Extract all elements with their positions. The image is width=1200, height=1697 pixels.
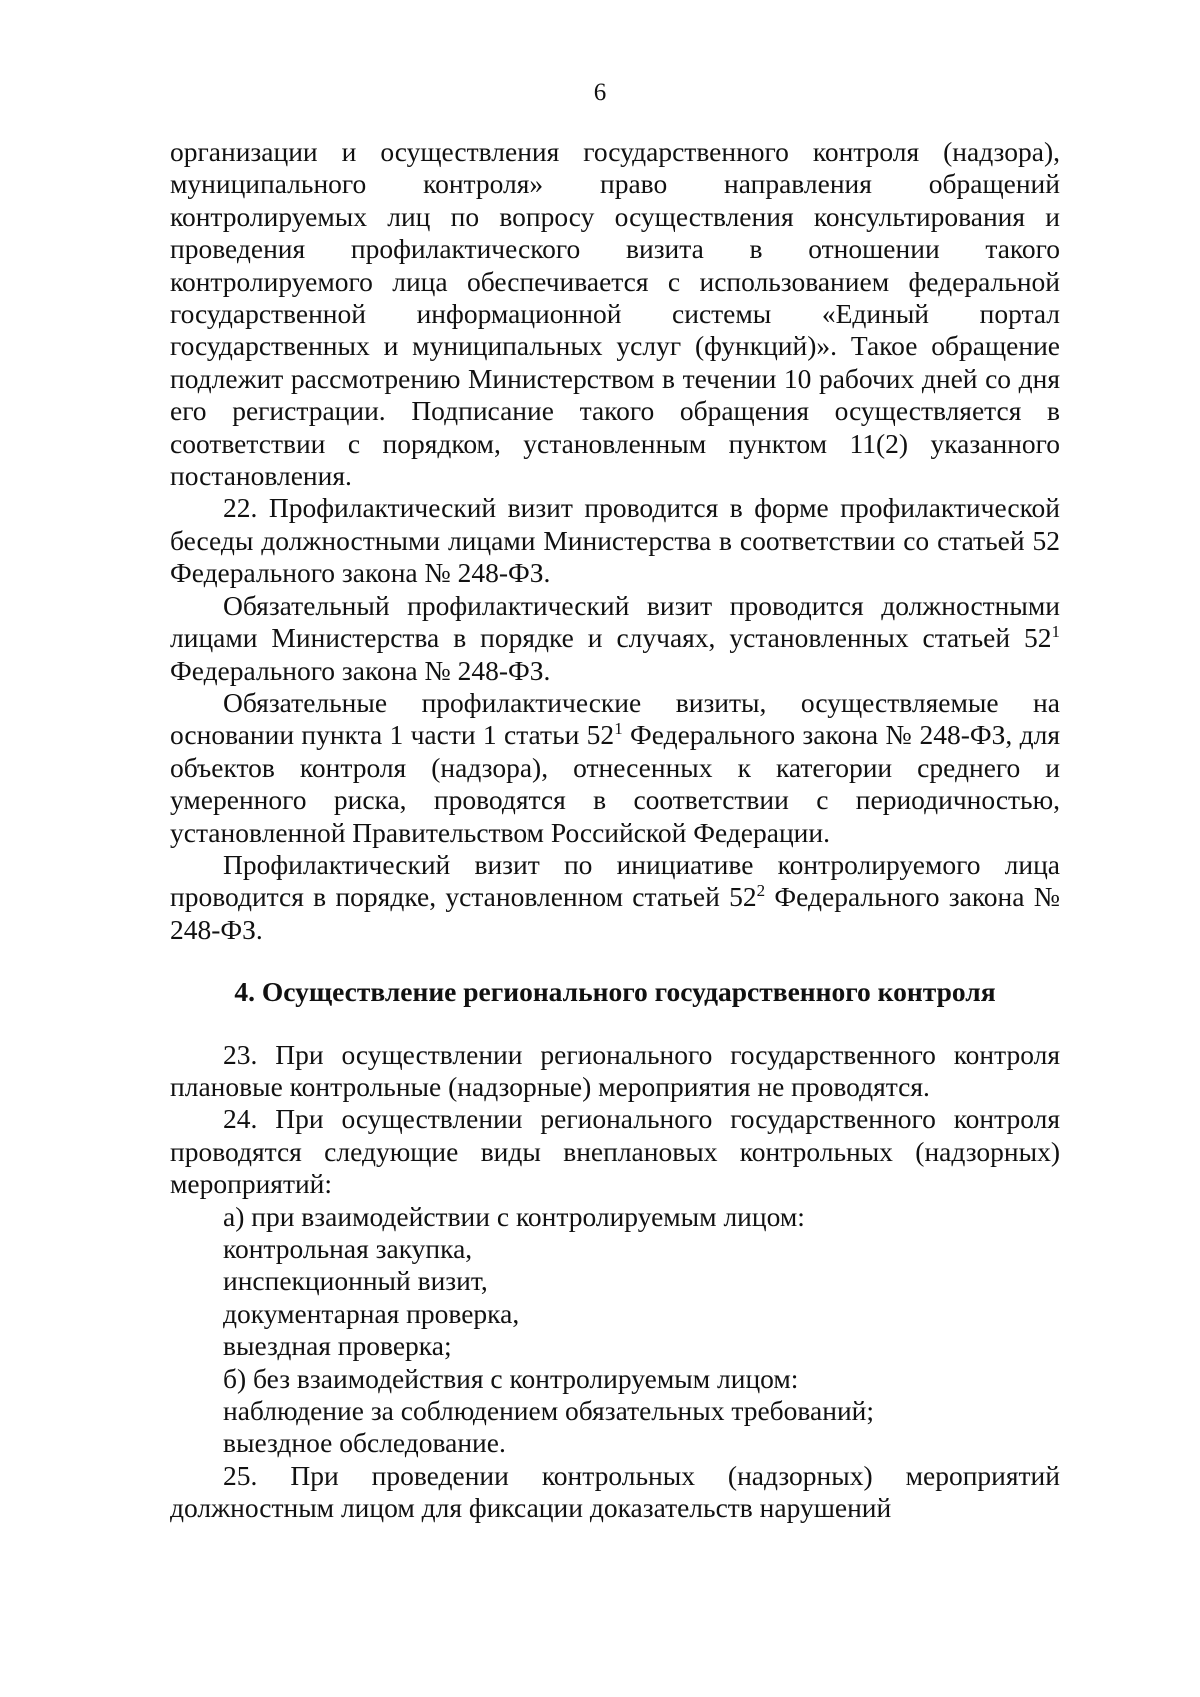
list-item: документарная проверка, [223,1297,520,1329]
paragraph-initiative-text: Профилактический визит по инициативе контролируемого лица проводится в порядке, установленном статьей 52 [170,848,1060,913]
list-item: выездное обследование. [223,1427,506,1459]
paragraph-visits-tail: Федерального закона № 248-ФЗ, для объектов контроля (надзора), отнесенных к категории среднего и умеренного риска, проводятся в соответствии с периодичностью, установленной Правительством Российской Федерации. [170,719,1061,848]
document-body [170,136,1060,1525]
superscript-2: 2 [756,881,766,901]
paragraph-visits-text: Обязательные профилактические визиты, осуществляемые на основании пункта 1 части 1 статьи 52 [170,686,1060,751]
list-item: выездная проверка; [223,1330,452,1362]
list-item: наблюдение за соблюдением обязательных требований; [223,1395,875,1427]
paragraph-23: 23. При осуществлении регионального государственного контроля плановые контрольные (надзорные) мероприятия не проводятся. [170,1038,1060,1102]
paragraph-22: 22. Профилактический визит проводится в форме профилактической беседы должностными лицами Министерства в соответствии со статьей 52 Федерального закона № 248-ФЗ. [170,492,1060,589]
paragraph-mandatory-visit [170,590,1060,687]
paragraph-initiative-tail: Федерального закона № 248-ФЗ. [170,881,1060,945]
superscript-1: 1 [614,719,623,739]
section-heading-4: 4. Осуществление регионального государственного контроля [234,976,996,1008]
paragraph-mandatory-visits-periodicity [170,687,1060,849]
page-number: 6 [593,79,607,106]
paragraph-25: 25. При проведении контрольных (надзорных) мероприятий должностным лицом для фиксации доказательств нарушений [170,1459,1060,1524]
paragraph-continuation: организации и осуществления государственного контроля (надзора), муниципального контроля» право направления обращений контролируемых лиц по вопросу осуществления консультирования и проведения профилактического визита в отношении такого контролируемого лица обеспечивается с использованием федеральной государственной информационной системы «Единый портал государственных и муниципальных услуг (функций)». Такое обращение подлежит рассмотрению Министерством в течении 10 рабочих дней со дня его регистрации. Подписание такого обращения осуществляется в соответствии с порядком, установленным пунктом 11(2) указанного постановления. [170,136,1060,492]
superscript-1: 1 [1051,621,1060,641]
list-item: а) при взаимодействии с контролируемым лицом: [223,1200,805,1232]
list-item: инспекционный визит, [223,1265,488,1297]
list-item: контрольная закупка, [223,1233,473,1264]
list-item: б) без взаимодействия с контролируемым лицом: [223,1362,799,1394]
paragraph-initiative-visit [170,849,1060,946]
paragraph-mandatory-visit-tail: Федерального закона № 248-ФЗ. [170,654,551,686]
paragraph-mandatory-visit-text: Обязательный профилактический визит проводится должностными лицами Министерства в порядке и случаях, установленных статьей 52 [170,589,1060,654]
paragraph-24: 24. При осуществлении регионального государственного контроля проводятся следующие виды внеплановых контрольных (надзорных) мероприятий: [170,1103,1060,1200]
